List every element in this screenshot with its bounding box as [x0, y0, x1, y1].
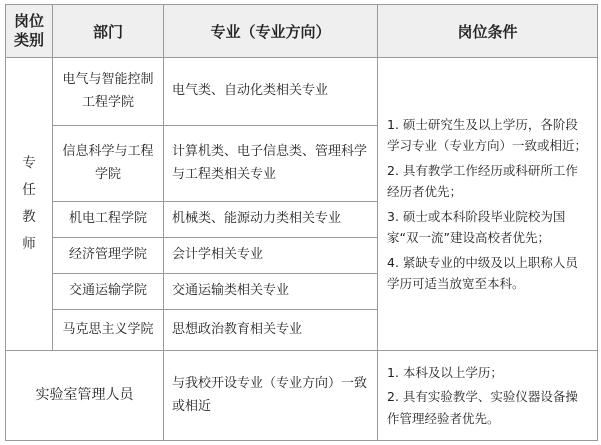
department-cell: 机电工程学院 [53, 202, 164, 238]
major-cell: 会计学相关专业 [164, 238, 378, 274]
lab-conditions-cell [378, 351, 598, 441]
major-cell: 机械类、能源动力类相关专业 [164, 202, 378, 238]
condition-item: 2. 具有实验教学、实验仪器设备操作管理经验者优先。 [387, 389, 578, 426]
teacher-conditions-cell [378, 58, 598, 351]
header-department: 部门 [53, 5, 164, 58]
condition-item: 1. 硕士研究生及以上学历，各阶段学习专业（专业方向）一致或相近； [387, 116, 588, 153]
header-category [6, 5, 53, 58]
table-row [6, 351, 598, 441]
condition-item: 3. 硕士或本科阶段毕业院校为国家“双一流”建设高校者优先； [387, 208, 566, 245]
major-cell: 思想政治教育相关专业 [164, 310, 378, 351]
condition-item: 2. 具有教学工作经历或科研所工作经历者优先； [387, 162, 578, 199]
header-conditions: 岗位条件 [378, 5, 598, 58]
teacher-category-cell [6, 58, 53, 351]
header-row [6, 5, 598, 58]
department-cell: 信息科学与工程学院 [53, 126, 164, 202]
major-cell: 计算机类、电子信息类、管理科学与工程类相关专业 [164, 126, 378, 202]
department-cell: 电气与智能控制工程学院 [53, 58, 164, 126]
major-cell: 电气类、自动化类相关专业 [164, 58, 378, 126]
condition-item: 1. 本科及以上学历； [387, 364, 503, 380]
header-major: 专业（专业方向） [164, 5, 378, 58]
major-cell: 交通运输类相关专业 [164, 274, 378, 310]
condition-item: 4. 紧缺专业的中级及以上职称人员学历可适当放宽至本科。 [387, 254, 578, 291]
department-cell: 交通运输学院 [53, 274, 164, 310]
table-row [6, 58, 598, 126]
department-cell: 经济管理学院 [53, 238, 164, 274]
lab-category-cell: 实验室管理人员 [6, 351, 164, 441]
recruitment-table [5, 4, 598, 441]
header-category-label: 岗位类别 [13, 11, 44, 49]
teacher-category: 专任教师 [22, 155, 36, 252]
lab-major-cell: 与我校开设专业（专业方向）一致或相近 [164, 351, 378, 441]
department-cell: 马克思主义学院 [53, 310, 164, 351]
